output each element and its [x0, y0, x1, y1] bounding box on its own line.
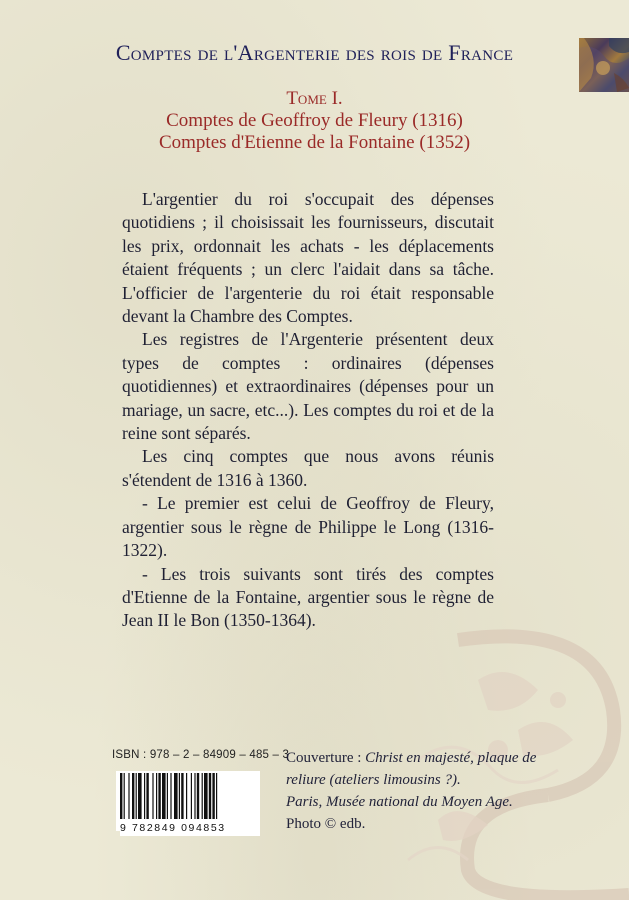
barcode-bar — [162, 773, 166, 819]
blurb-text — [122, 188, 494, 633]
barcode-bar — [181, 773, 183, 819]
barcode-bar — [156, 773, 157, 819]
barcode-bar — [158, 773, 160, 819]
series-title: Comptes de l'Argenterie des rois de France — [115, 40, 514, 65]
barcode-bar — [209, 773, 211, 819]
volume-content-line-1: Comptes de Geoffroy de Fleury (1316) — [166, 110, 463, 131]
isbn-label: ISBN : 978 – 2 – 84909 – 485 – 3 — [112, 749, 290, 761]
blurb-paragraph: - Les trois suivants sont tirés des comptes d'Etienne de la Fontaine, argentier sous le règne de Jean II le Bon (1350-1364). — [122, 563, 494, 631]
barcode-bar — [179, 773, 180, 819]
blurb-paragraph: L'argentier du roi s'occupait des dépenses quotidiens ; il choisissait les fournisseurs, discutait les prix, ordonnait les achats - les déplacements étaient fréquents ; un clerc l'aidait dans sa tâche. L'officier de l'argenterie du roi était responsable devant la Chambre des Comptes. — [122, 189, 494, 327]
barcode-bar — [191, 773, 192, 819]
barcode-bar — [120, 773, 122, 819]
credit-artwork-title: Christ en majesté — [365, 750, 471, 766]
barcode-bar — [132, 773, 134, 819]
barcode-bar — [174, 773, 178, 819]
barcode-bar — [128, 773, 129, 819]
barcode-bar — [194, 773, 195, 819]
barcode-bar — [167, 773, 168, 819]
credit-artwork-description: , plaque de reliure (ateliers limousins ?). — [286, 750, 537, 788]
barcode-bar — [144, 773, 145, 819]
barcode-bar — [202, 773, 203, 819]
volume-content-line-2: Comptes d'Etienne de la Fontaine (1352) — [158, 132, 471, 153]
barcode-bar — [204, 773, 208, 819]
barcode-digits: 9 782849 094853 — [120, 822, 260, 836]
volume-info — [0, 88, 629, 154]
cover-credit — [286, 747, 566, 835]
credit-prefix: Couverture : — [286, 750, 366, 766]
barcode-bar — [146, 773, 148, 819]
blurb-paragraph: Les cinq comptes que nous avons réunis s'étendent de 1316 à 1360. — [122, 446, 494, 490]
barcode-bar — [197, 773, 199, 819]
credit-museum: Paris, Musée national du Moyen Age. — [286, 794, 513, 810]
barcode-bar — [136, 773, 137, 819]
barcode-bar — [170, 773, 171, 819]
volume-label: Tome I. — [286, 88, 343, 109]
barcode-bar — [152, 773, 153, 819]
barcode-bar — [212, 773, 214, 819]
blurb-paragraph: - Le premier est celui de Geoffroy de Fleury, argentier sous le règne de Philippe le Long (1316-1322). — [122, 493, 494, 561]
barcode-bar — [216, 773, 217, 819]
barcode-bar — [186, 773, 187, 819]
blurb-paragraph: Les registres de l'Argenterie présentent deux types de comptes : ordinaires (dépenses quotidiennes) et extraordinaires (dépenses pour un mariage, un sacre, etc...). Les comptes du roi et de la reine sont séparés. — [122, 329, 494, 444]
credit-photo: Photo © edb. — [286, 816, 366, 832]
cover-illustration-fragment — [579, 38, 629, 92]
barcode-bar — [138, 773, 142, 819]
barcode-bar — [124, 773, 125, 819]
